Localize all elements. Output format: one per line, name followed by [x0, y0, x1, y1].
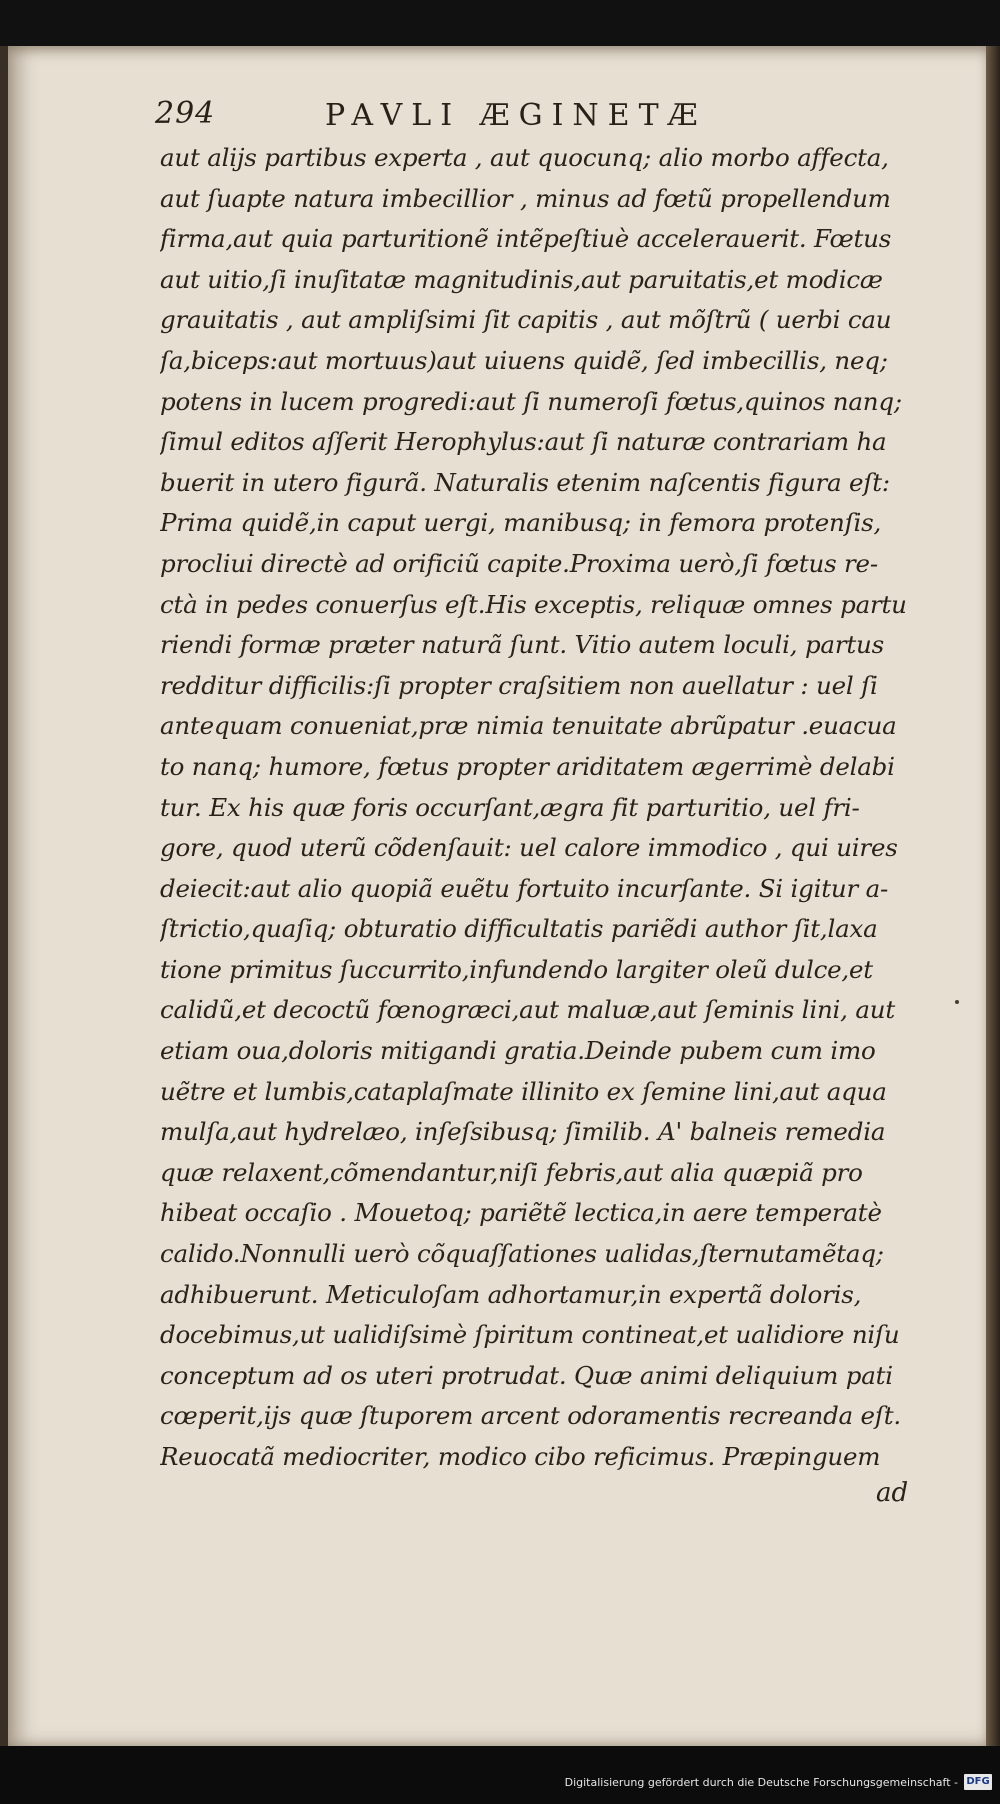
text-line: procliui directè ad orificiũ capite.Proxima uerò,ſi fœtus re-: [160, 548, 878, 578]
text-line: Reuocatã mediocriter, modico cibo reficimus. Præpinguem: [160, 1442, 881, 1471]
footer-bar: [0, 1762, 1000, 1804]
body-text: [160, 138, 920, 1478]
text-line: riendi formæ præter naturã ſunt. Vitio autem loculi, partus: [160, 630, 884, 660]
text-line: hibeat occaſio . Mouetoq; pariẽtẽ lectica,in aere temperatè: [160, 1198, 882, 1228]
text-line: tur. Ex his quæ foris occurſant,ægra fit parturitio, uel fri-: [160, 792, 860, 822]
text-line: quæ relaxent,cõmendantur,niſi febris,aut alia quæpiã pro: [160, 1157, 863, 1187]
text-line: cœperit,ijs quæ ſtuporem arcent odoramentis recreanda eſt.: [160, 1401, 901, 1431]
text-line: deiecit:aut alio quopiã euẽtu fortuito incurſante. Si igitur a-: [160, 873, 889, 903]
text-line: ſa,biceps:aut mortuus)aut uiuens quidẽ, ſed imbecillis, neq;: [160, 345, 888, 375]
text-line: aut ſuapte natura imbecillior , minus ad fœtũ propellendum: [160, 183, 891, 213]
text-line: potens in lucem progredi:aut ſi numeroſi fœtus,quinos nanq;: [160, 386, 902, 416]
text-line: etiam oua,doloris mitigandi gratia.Deinde pubem cum imo: [160, 1036, 876, 1066]
text-line: Prima quidẽ,in caput uergi, manibusq; in femora protenſis,: [160, 508, 882, 538]
text-line: redditur difficilis:ſi propter craſsitiem non auellatur : uel ſi: [160, 670, 878, 700]
text-line: ſtrictio,quaſiq; obturatio difficultatis pariẽdi author ſit,laxa: [160, 914, 878, 944]
paper-speck: [955, 1000, 959, 1004]
text-line: grauitatis , aut ampliſsimi ſit capitis , aut mõſtrũ ( uerbi cau: [160, 305, 892, 335]
text-line: buerit in utero figurã. Naturalis etenim naſcentis figura eſt:: [160, 467, 890, 497]
text-line: tione primitus ſuccurrito,infundendo largiter oleũ dulce,et: [160, 954, 873, 984]
text-line: mulſa,aut hydrelæo, inſeſsibusq; ſimilib. A' balneis remedia: [160, 1117, 886, 1147]
catchword: ad: [876, 1478, 909, 1508]
text-line: firma,aut quia parturitionẽ intẽpeſtiuè accelerauerit. Fœtus: [160, 224, 892, 254]
text-line: to nanq; humore, fœtus propter ariditatem ægerrimè delabi: [160, 751, 895, 781]
page-number: 294: [155, 96, 216, 131]
scan-top-border: [0, 0, 1000, 46]
text-line: ctà in pedes conuerſus eſt.His exceptis, reliquæ omnes partu: [160, 589, 907, 619]
text-line: antequam conueniat,præ nimia tenuitate abrũpatur .euacua: [160, 711, 897, 741]
text-line: conceptum ad os uteri protrudat. Quæ animi deliquium pati: [160, 1360, 893, 1390]
page-edge-shadow: [986, 46, 1000, 1746]
text-line: calidũ,et decoctũ fœnogræci,aut maluæ,aut ſeminis lini, aut: [160, 995, 895, 1025]
text-line: calido.Nonnulli uerò cõquaſſationes ualidas,ſternutamẽtaq;: [160, 1239, 884, 1269]
text-line: aut uitio,ſi inuſitatæ magnitudinis,aut paruitatis,et modicæ: [160, 264, 883, 294]
text-line: ſimul editos aſſerit Herophylus:aut ſi naturæ contrariam ha: [160, 427, 887, 457]
text-line: uẽtre et lumbis,cataplaſmate illinito ex ſemine lini,aut aqua: [160, 1076, 887, 1106]
text-line: aut alijs partibus experta , aut quocunq; alio morbo affecta,: [160, 143, 889, 172]
running-head: PAVLI ÆGINETÆ: [325, 98, 707, 133]
funding-credit: Digitalisierung gefördert durch die Deutsche Forschungsgemeinschaft -: [564, 1776, 958, 1789]
dfg-logo: DFG: [964, 1774, 992, 1790]
text-line: docebimus,ut ualidiſsimè ſpiritum contineat,et ualidiore niſu: [160, 1320, 900, 1350]
text-line: adhibuerunt. Meticuloſam adhortamur,in expertã doloris,: [160, 1279, 862, 1309]
text-line: gore, quod uterũ cõdenſauit: uel calore immodico , qui uires: [160, 833, 898, 863]
